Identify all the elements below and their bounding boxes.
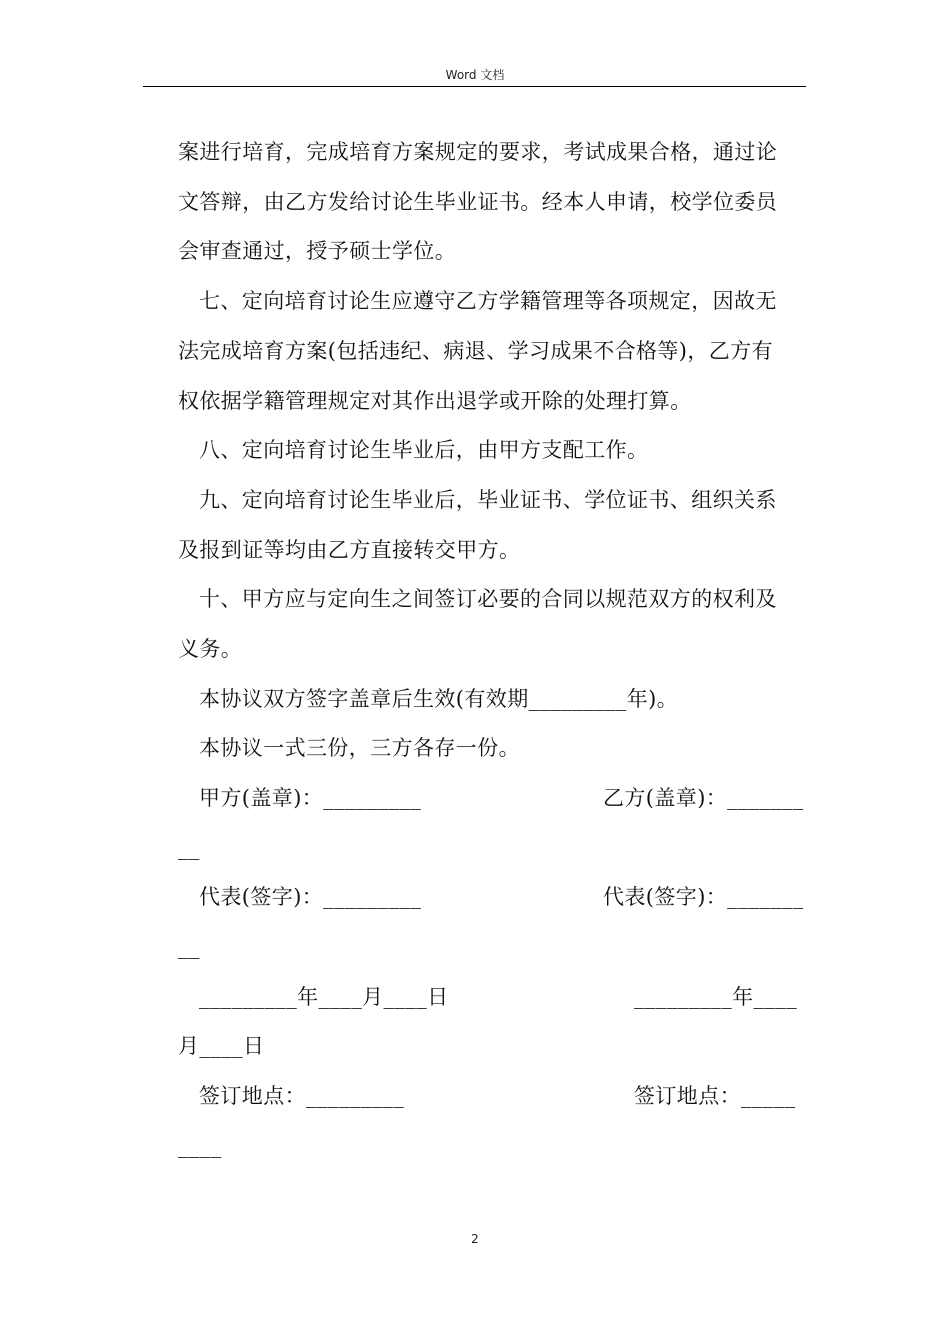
body-line: 案进行培育，完成培育方案规定的要求，考试成果合格，通过论 [178, 140, 778, 164]
body-line: 七、定向培育讨论生应遵守乙方学籍管理等各项规定，因故无 [199, 289, 777, 313]
header-title: Word 文档 [445, 68, 505, 82]
party-a-representative: 代表(签字)：_________ [199, 885, 422, 909]
body-line: 义务。 [178, 637, 243, 661]
party-b-seal-continued: __ [178, 836, 200, 860]
party-a-seal: 甲方(盖章)：_________ [199, 786, 422, 810]
body-line: 权依据学籍管理规定对其作出退学或开除的处理打算。 [178, 389, 692, 413]
body-line: 文答辩，由乙方发给讨论生毕业证书。经本人申请，校学位委员 [178, 190, 778, 214]
body-line: 及报到证等均由乙方直接转交甲方。 [178, 538, 521, 562]
party-b-representative: 代表(签字)：_______ [603, 885, 804, 909]
body-line: 本协议双方签字盖章后生效(有效期_________年)。 [199, 687, 679, 711]
body-line: 会审查通过，授予硕士学位。 [178, 239, 457, 263]
body-line: 本协议一式三份，三方各存一份。 [199, 736, 520, 760]
page-number: 2 [471, 1232, 479, 1246]
party-b-date: _________年____ [634, 985, 798, 1009]
party-a-signing-place: 签订地点：_________ [199, 1084, 405, 1108]
party-b-signing-place: 签订地点：_____ [634, 1084, 796, 1108]
party-b-date-continued: 月____日 [178, 1034, 265, 1058]
party-b-representative-continued: __ [178, 935, 200, 959]
header-rule [143, 86, 806, 87]
body-line: 九、定向培育讨论生毕业后，毕业证书、学位证书、组织关系 [199, 488, 777, 512]
body-line: 十、甲方应与定向生之间签订必要的合同以规范双方的权利及 [199, 587, 777, 611]
party-b-seal: 乙方(盖章)：_______ [603, 786, 804, 810]
party-a-date: _________年____月____日 [199, 985, 449, 1009]
body-line: 法完成培育方案(包括违纪、病退、学习成果不合格等)，乙方有 [178, 339, 773, 363]
body-line: 八、定向培育讨论生毕业后，由甲方支配工作。 [199, 438, 649, 462]
party-b-signing-place-continued: ____ [178, 1134, 222, 1158]
